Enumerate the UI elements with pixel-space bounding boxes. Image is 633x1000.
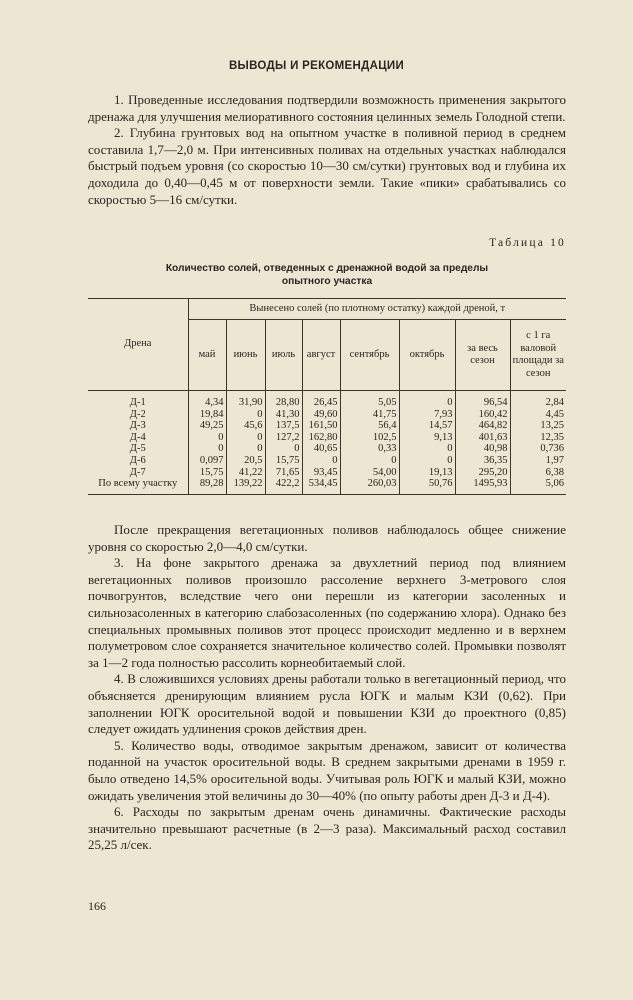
row-cell: 28,80	[265, 391, 302, 409]
row-cell: 401,63	[455, 432, 510, 444]
row-cell: 160,42	[455, 409, 510, 421]
paragraph-5: 4. В сложившихся условиях дрены работали только в вегетационный период, что объясняется дренирующим влиянием русла ЮГК и малым КЗИ (0,62). При заполнении ЮГК оросительной водой и повышении КЗИ до проектного (0,85) следует ожидать удлинения сроков действия дрен.	[88, 671, 566, 737]
row-drain-name: Д-5	[88, 443, 188, 455]
row-cell: 0	[340, 455, 399, 467]
row-cell: 1,97	[510, 455, 566, 467]
section-heading: ВЫВОДЫ И РЕКОМЕНДАЦИИ	[228, 60, 405, 72]
header-season-total: за весь сезон	[455, 320, 510, 391]
header-october: октябрь	[399, 320, 455, 391]
paragraph-6: 5. Количество воды, отводимое закрытым дренажом, зависит от количества поданной на участок оросительной воды. В среднем закрытыми дренами в 1959 г. было отведено 14,5% оросительной воды. Учитывая роль ЮГК и малый КЗИ, можно ожидать увеличения этой величины до 30—40% (по опыту работы дрен Д-3 и Д-4).	[88, 737, 566, 803]
row-cell: 26,45	[302, 391, 340, 409]
conclusion-paragraphs	[88, 522, 566, 854]
row-cell: 41,30	[265, 409, 302, 421]
row-cell: 19,13	[399, 467, 455, 479]
row-cell: 93,45	[302, 467, 340, 479]
row-cell: 0	[226, 443, 265, 455]
row-cell: 0	[399, 455, 455, 467]
row-cell: 1495,93	[455, 478, 510, 494]
table-row	[88, 432, 566, 444]
row-cell: 13,25	[510, 420, 566, 432]
row-cell: 4,45	[510, 409, 566, 421]
row-cell: 422,2	[265, 478, 302, 494]
row-drain-name: Д-6	[88, 455, 188, 467]
table-title-line-1: Количество солей, отведенных с дренажной водой за пределы	[165, 263, 489, 274]
row-cell: 15,75	[265, 455, 302, 467]
row-cell: 0	[188, 443, 226, 455]
row-cell: 0,33	[340, 443, 399, 455]
row-drain-name: Д-4	[88, 432, 188, 444]
row-cell: 49,25	[188, 420, 226, 432]
row-cell: 162,80	[302, 432, 340, 444]
row-cell: 50,76	[399, 478, 455, 494]
row-cell: 14,57	[399, 420, 455, 432]
row-cell: 15,75	[188, 467, 226, 479]
row-cell: 96,54	[455, 391, 510, 409]
row-cell: 161,50	[302, 420, 340, 432]
header-june: июнь	[226, 320, 265, 391]
row-cell: 5,05	[340, 391, 399, 409]
row-cell: 6,38	[510, 467, 566, 479]
row-cell: 0	[399, 443, 455, 455]
row-cell: 0	[302, 455, 340, 467]
row-cell: 0	[188, 432, 226, 444]
table-title	[88, 262, 566, 288]
row-drain-name: По всему участку	[88, 478, 188, 494]
row-cell: 0,097	[188, 455, 226, 467]
row-cell: 0	[226, 409, 265, 421]
row-cell: 534,45	[302, 478, 340, 494]
header-per-hectare: с 1 га валовой площади за сезон	[510, 320, 566, 391]
header-july: июль	[265, 320, 302, 391]
row-cell: 9,13	[399, 432, 455, 444]
row-cell: 71,65	[265, 467, 302, 479]
row-cell: 127,2	[265, 432, 302, 444]
table-row	[88, 391, 566, 409]
row-cell: 40,98	[455, 443, 510, 455]
header-may: май	[188, 320, 226, 391]
table-title-line-2: опытного участка	[281, 276, 373, 287]
table-row	[88, 467, 566, 479]
row-cell: 19,84	[188, 409, 226, 421]
table-row	[88, 409, 566, 421]
row-cell: 5,06	[510, 478, 566, 494]
row-cell: 260,03	[340, 478, 399, 494]
row-cell: 4,34	[188, 391, 226, 409]
row-cell: 139,22	[226, 478, 265, 494]
row-cell: 56,4	[340, 420, 399, 432]
page-number: 166	[88, 899, 106, 913]
table-row	[88, 443, 566, 455]
row-cell: 102,5	[340, 432, 399, 444]
row-cell: 45,6	[226, 420, 265, 432]
table-row	[88, 478, 566, 494]
paragraph-7: 6. Расходы по закрытым дренам очень динамичны. Фактические расходы значительно превышают расчетные (в 2—3 раза). Максимальный расход составил 25,25 л/сек.	[88, 804, 566, 853]
table-row	[88, 420, 566, 432]
row-cell: 2,84	[510, 391, 566, 409]
row-cell: 137,5	[265, 420, 302, 432]
row-cell: 41,75	[340, 409, 399, 421]
row-cell: 0,736	[510, 443, 566, 455]
table-body	[88, 391, 566, 495]
row-cell: 0	[226, 432, 265, 444]
table-row	[88, 455, 566, 467]
row-cell: 31,90	[226, 391, 265, 409]
row-cell: 54,00	[340, 467, 399, 479]
row-cell: 20,5	[226, 455, 265, 467]
row-cell: 12,35	[510, 432, 566, 444]
paragraph-4: 3. На фоне закрытого дренажа за двухлетний период под влиянием вегетационных поливов произошло рассоление верхнего 3-метрового слоя почвогрунтов, вследствие чего они перешли из категории засоленных и сильнозасоленных в категорию слабозасоленных (по содержанию хлора). Однако без специальных промывных поливов этот процесс происходит медленно и в верхнем полуметровом слое сохраняется значительное количество солей. Промывки позволят за 1—2 года полностью рассолить корнеобитаемый слой.	[88, 555, 566, 670]
paragraph-3: После прекращения вегетационных поливов наблюдалось общее снижение уровня со скоростью 2,0—4,0 см/сутки.	[88, 522, 566, 554]
row-drain-name: Д-1	[88, 391, 188, 409]
row-drain-name: Д-3	[88, 420, 188, 432]
row-cell: 89,28	[188, 478, 226, 494]
header-september: сентябрь	[340, 320, 399, 391]
row-cell: 36,35	[455, 455, 510, 467]
row-cell: 40,65	[302, 443, 340, 455]
row-cell: 464,82	[455, 420, 510, 432]
row-drain-name: Д-2	[88, 409, 188, 421]
row-cell: 7,93	[399, 409, 455, 421]
intro-paragraphs	[88, 92, 566, 208]
row-cell: 41,22	[226, 467, 265, 479]
row-cell: 49,60	[302, 409, 340, 421]
row-cell: 0	[399, 391, 455, 409]
row-drain-name: Д-7	[88, 467, 188, 479]
header-group: Вынесено солей (по плотному остатку) каждой дреной, т	[188, 299, 566, 320]
table-caption: Таблица 10	[489, 237, 566, 249]
header-august: август	[302, 320, 340, 391]
header-drain: Дрена	[88, 299, 188, 391]
paragraph-1: 1. Проведенные исследования подтвердили возможность применения закрытого дренажа для улучшения мелиоративного состояния целинных земель Голодной степи.	[88, 92, 566, 124]
row-cell: 295,20	[455, 467, 510, 479]
salt-removal-table	[88, 298, 566, 495]
paragraph-2: 2. Глубина грунтовых вод на опытном участке в поливной период в среднем составила 1,7—2,0 м. При интенсивных поливах на отдельных участках наблюдался быстрый подъем уровня (со скоростью 10—30 см/сутки) грунтовых вод и глубина их доходила до 0,40—0,45 м от поверхности земли. Такие «пики» срабатывались со скоростью 5—16 см/сутки.	[88, 125, 566, 207]
row-cell: 0	[265, 443, 302, 455]
